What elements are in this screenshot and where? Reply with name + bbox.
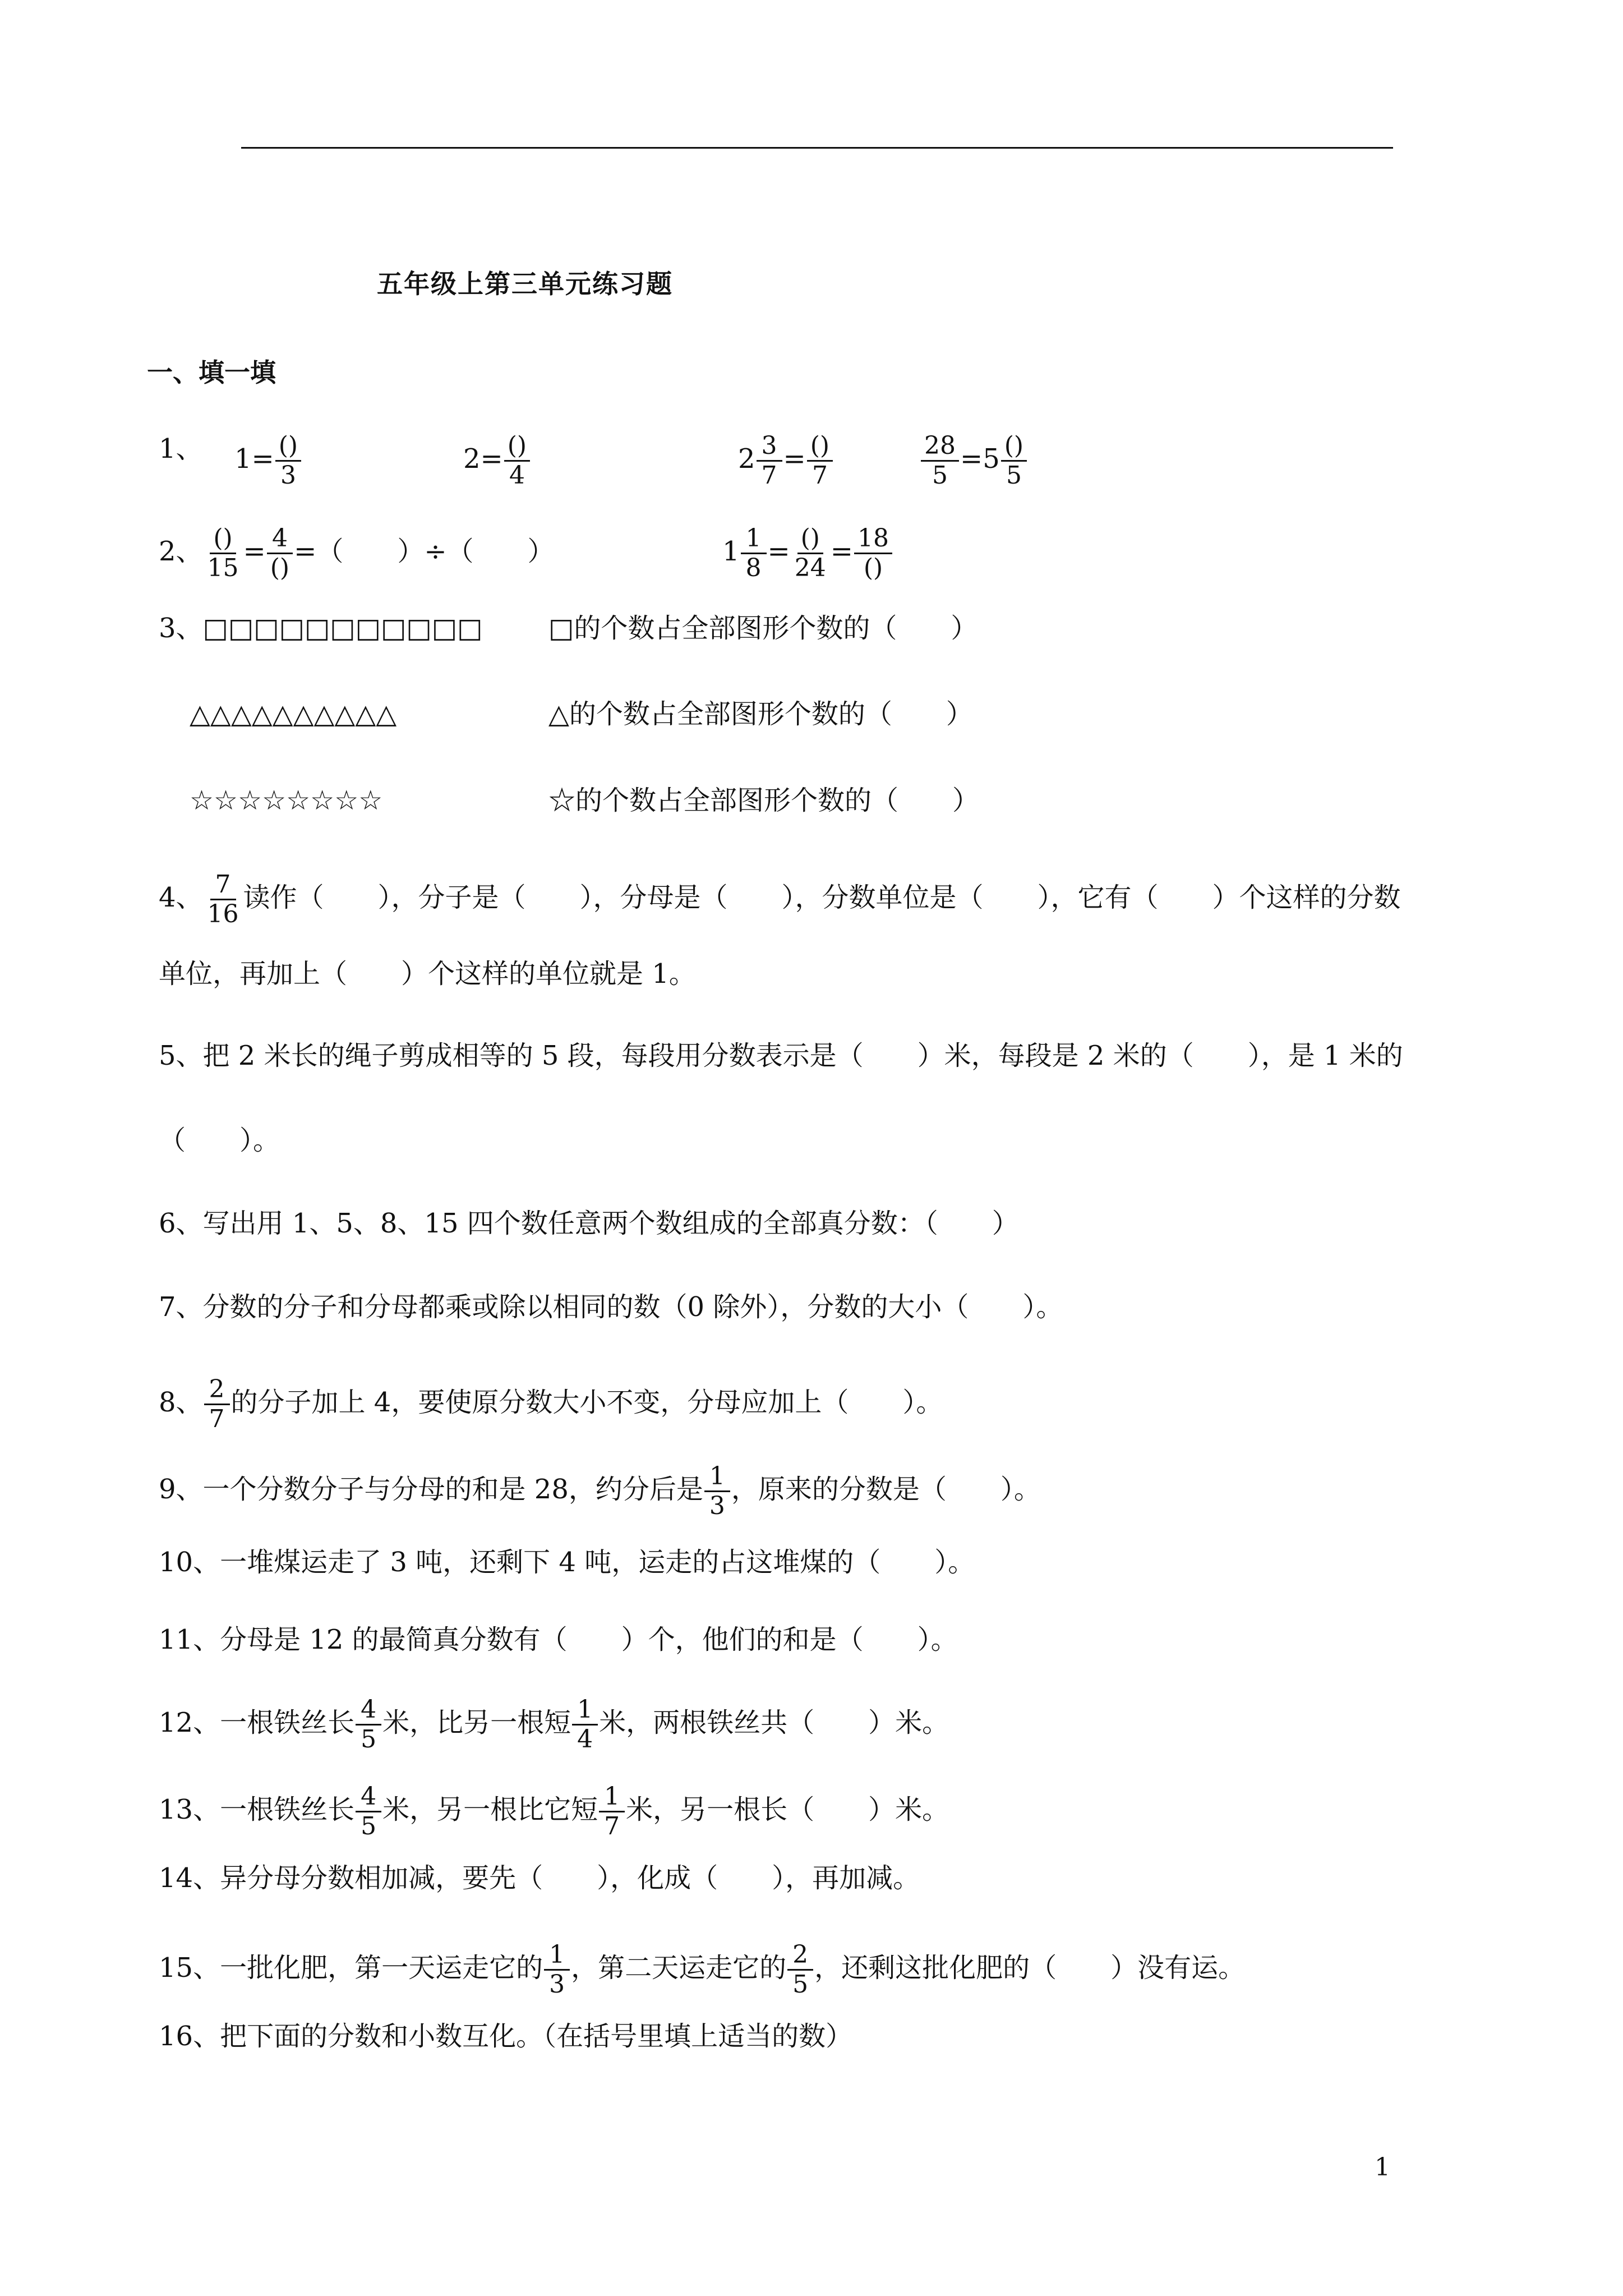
header-rule: [241, 147, 1393, 149]
fraction: $\frac{3}{7}$: [757, 432, 782, 490]
question-1-c: 2 $\frac{3}{7}$ = $\frac{()}{7}$: [738, 432, 834, 490]
question-3-stars-text: ☆的个数占全部图形个数的（ ）: [548, 785, 980, 816]
question-1-a: 1= $\frac{()}{3}$: [234, 432, 302, 490]
fraction: $\frac{()}{5}$: [1001, 432, 1027, 490]
question-15: 15、一批化肥，第一天运走它的 $\frac{1}{3}$ ，第二天运走它的 $\frac{2}{5}$ ，还剩这批化肥的（ ）没有运。: [159, 1940, 1246, 1999]
fraction: $\frac{()}{3}$: [275, 432, 301, 490]
fraction: $\frac{1}{8}$: [741, 524, 767, 582]
question-3-triangles-text: △的个数占全部图形个数的（ ）: [548, 698, 973, 730]
question-6: 6、写出用 1、5、8、15 四个数任意两个数组成的全部真分数：（ ）: [159, 1208, 1019, 1239]
question-5: 5、把 2 米长的绳子剪成相等的 5 段，每段用分数表示是（ ）米，每段是 2 米的（ ），是 1 米的: [159, 1040, 1403, 1071]
question-3-squares: 3、□□□□□□□□□□□: [159, 613, 483, 644]
fraction: $\frac{18}{()}$: [854, 524, 892, 582]
question-9: 9、一个分数分子与分母的和是 28，约分后是 $\frac{1}{3}$ ，原来的分数是（ ）。: [159, 1462, 1041, 1520]
section-heading: 一、填一填: [147, 357, 276, 388]
question-4: 4、 $\frac{7}{16}$ 读作（ ），分子是（ ），分母是（ ），分数单位是（ ），它有（ ）个这样的分数: [159, 870, 1401, 928]
question-16: 16、把下面的分数和小数互化。（在括号里填上适当的数）: [159, 2021, 853, 2052]
question-13: 13、一根铁丝长 $\frac{4}{5}$ 米，另一根比它短 $\frac{1}{7}$ 米，另一根长（ ）米。: [159, 1782, 949, 1841]
question-12: 12、一根铁丝长 $\frac{4}{5}$ 米，比另一根短 $\frac{1}{4}$ 米，两根铁丝共（ ）米。: [159, 1695, 949, 1754]
question-7: 7、分数的分子和分母都乘或除以相同的数（0 除外），分数的大小（ ）。: [159, 1291, 1063, 1323]
question-1-b: 2= $\frac{()}{4}$: [463, 432, 531, 490]
fraction: $\frac{1}{3}$: [544, 1941, 570, 1999]
page-number: 1: [1375, 2153, 1390, 2182]
question-2-b: 1 $\frac{1}{8}$ = $\frac{()}{24}$ = $\frac{18}{()}$: [722, 524, 893, 582]
fraction: $\frac{1}{3}$: [704, 1462, 730, 1520]
question-1-d: $\frac{28}{5}$ =5 $\frac{()}{5}$: [920, 432, 1028, 490]
question-3-stars: ☆☆☆☆☆☆☆☆: [190, 785, 383, 816]
question-10: 10、一堆煤运走了 3 吨，还剩下 4 吨，运走的占这堆煤的（ ）。: [159, 1547, 975, 1578]
fraction: $\frac{()}{4}$: [504, 432, 530, 490]
question-5-cont: （ ）。: [159, 1125, 280, 1156]
fraction: $\frac{1}{7}$: [599, 1783, 625, 1841]
fraction: $\frac{()}{7}$: [807, 432, 833, 490]
question-4-cont: 单位，再加上（ ）个这样的单位就是 1。: [159, 958, 696, 990]
fraction: $\frac{4}{5}$: [356, 1696, 381, 1754]
fraction: $\frac{4}{()}$: [267, 524, 293, 582]
question-14: 14、异分母分数相加减，要先（ ），化成（ ），再加减。: [159, 1862, 920, 1894]
fraction: $\frac{28}{5}$: [921, 432, 959, 490]
fraction: $\frac{1}{4}$: [572, 1696, 598, 1754]
page-title: 五年级上第三单元练习题: [377, 269, 673, 299]
fraction: $\frac{4}{5}$: [356, 1783, 381, 1841]
fraction: $\frac{2}{5}$: [787, 1941, 813, 1999]
fraction: $\frac{2}{7}$: [204, 1375, 230, 1433]
question-8: 8、 $\frac{2}{7}$ 的分子加上 4，要使原分数大小不变，分母应加上（ ）。: [159, 1375, 943, 1433]
question-3-triangles: △△△△△△△△△△: [190, 698, 397, 730]
question-11: 11、分母是 12 的最简真分数有（ ）个，他们的和是（ ）。: [159, 1624, 958, 1655]
question-2: 2、 $\frac{()}{15}$ = $\frac{4}{()}$ =（ ）÷（ ）: [159, 524, 555, 582]
fraction: $\frac{7}{16}$: [207, 870, 239, 928]
fraction: $\frac{()}{15}$: [207, 524, 239, 582]
question-1: 1、: [159, 433, 203, 464]
fraction: $\frac{()}{24}$: [794, 524, 826, 582]
question-3-squares-text: □的个数占全部图形个数的（ ）: [548, 613, 978, 644]
